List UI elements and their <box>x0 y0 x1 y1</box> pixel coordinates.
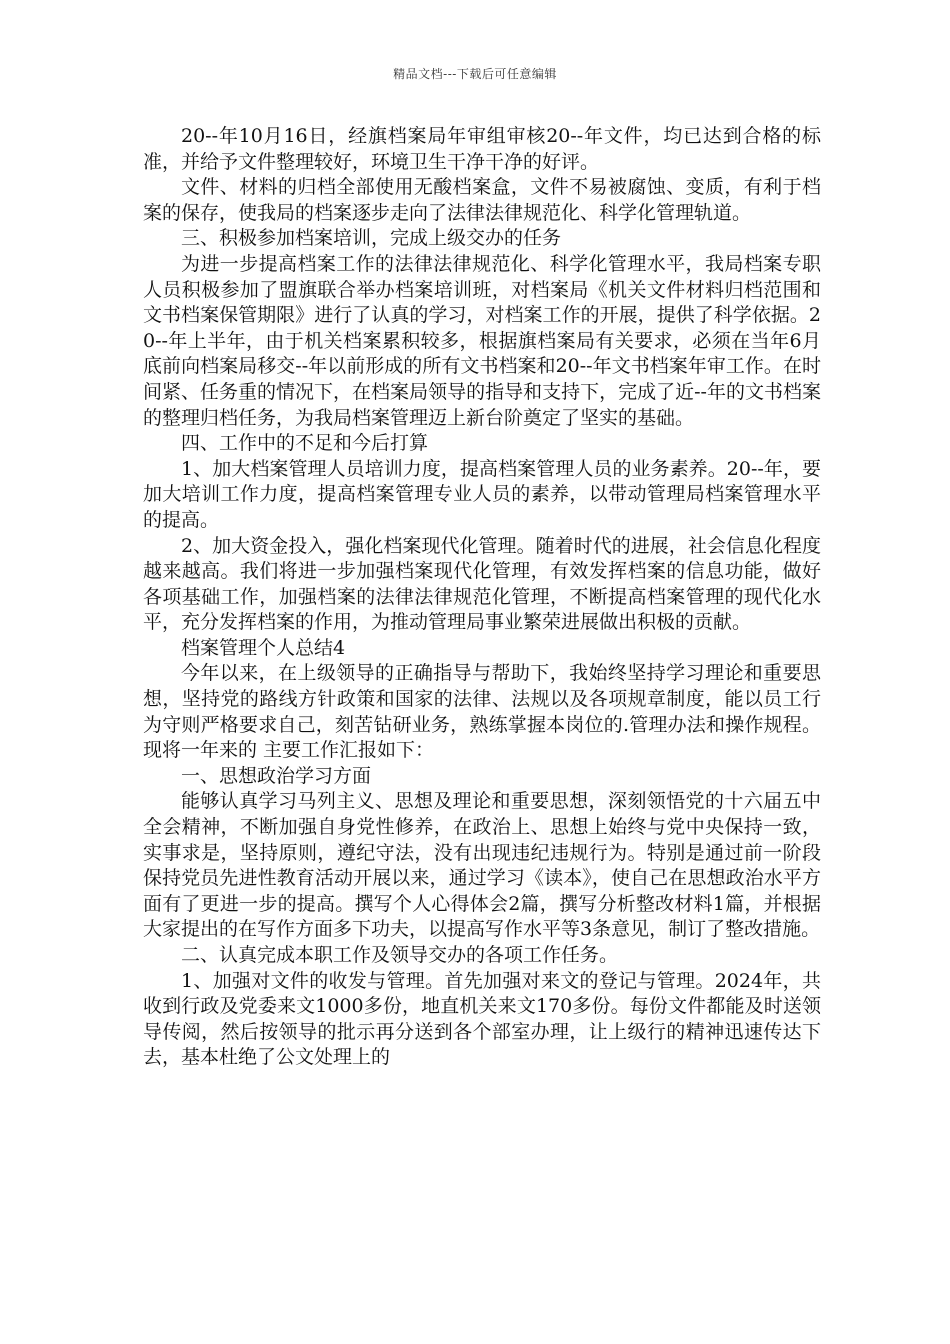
section-heading-shortcomings: 四、工作中的不足和今后打算 <box>181 432 429 455</box>
document-subtitle: 档案管理个人总结4 <box>181 636 346 659</box>
paragraph-training: 为进一步提高档案工作的法律法律规范化、科学化管理水平，我局档案专职人员积极参加了盟旗联合举办档案培训班，对档案局《机关文件材料归档范围和文书档案保管期限》进行了认真的学习，对档案工作的开展，提供了科学依据。20--年上半年，由于机关档案累积较多，根据旗档案局有关要求，必须在当年6月底前向档案局移交--年以前形成的所有文书档案和20--年文书档案年审工作。在时间紧、任务重的情况下，在档案局领导的指导和支持下，完成了近--年的文书档案的整理归档任务，为我局档案管理迈上新台阶奠定了坚实的基础。 <box>143 252 821 429</box>
paragraph-staff-training: 1、加大档案管理人员培训力度，提高档案管理人员的业务素养。20--年，要加大培训工作力度，提高档案管理专业人员的素养，以带动管理局档案管理水平的提高。 <box>143 457 821 531</box>
section-heading-political-study: 一、思想政治学习方面 <box>181 764 372 787</box>
paragraph-annual-review: 20--年10月16日，经旗档案局年审组审核20--年文件，均已达到合格的标准，并给予文件整理较好，环境卫生干净干净的好评。 <box>143 125 821 173</box>
paragraph-archive-boxes: 文件、材料的归档全部使用无酸档案盒，文件不易被腐蚀、变质，有利于档案的保存，使我局的档案逐步走向了法律法律规范化、科学化管理轨道。 <box>143 176 821 224</box>
paragraph-document-management: 1、加强对文件的收发与管理。首先加强对来文的登记与管理。2024年，共收到行政及党委来文1000多份，地直机关来文170多份。每份文件都能及时送领导传阅，然后按领导的批示再分送到各个部室办理，让上级行的精神迅速传达下去，基本杜绝了公文处理上的 <box>143 969 821 1069</box>
section-heading-duties: 二、认真完成本职工作及领导交办的各项工作任务。 <box>181 944 619 966</box>
document-body <box>143 124 821 1071</box>
paragraph-political-study: 能够认真学习马列主义、思想及理论和重要思想，深刻领悟党的十六届五中全会精神，不断加强自身党性修养，在政治上、思想上始终与党中央保持一致，实事求是，坚持原则，遵纪守法，没有出现违纪违规行为。特别是通过前一阶段保持党员先进性教育活动开展以来，通过学习《读本》，使自己在思想政治水平方面有了更进一步的提高。撰写个人心得体会2篇，撰写分析整改材料1篇，并根据大家提出的在写作方面多下功夫，以提高写作水平等3条意见，制订了整改措施。 <box>143 790 821 941</box>
paragraph-funding: 2、加大资金投入，强化档案现代化管理。随着时代的进展，社会信息化程度越来越高。我们将进一步加强档案现代化管理，有效发挥档案的信息功能，做好各项基础工作，加强档案的法律法律规范化管理，不断提高档案管理的现代化水平，充分发挥档案的作用，为推动管理局事业繁荣进展做出积极的贡献。 <box>143 534 821 634</box>
page-header: 精品文档---下载后可任意编辑 <box>393 67 557 81</box>
section-heading-training: 三、积极参加档案培训，完成上级交办的任务 <box>181 227 562 250</box>
paragraph-intro: 今年以来，在上级领导的正确指导与帮助下，我始终坚持学习理论和重要思想，坚持党的路线方针政策和国家的法律、法规以及各项规章制度，能以员工行为守则严格要求自己，刻苦钻研业务，熟练掌握本岗位的.管理办法和操作规程。现将一年来的 主要工作汇报如下： <box>143 662 821 762</box>
